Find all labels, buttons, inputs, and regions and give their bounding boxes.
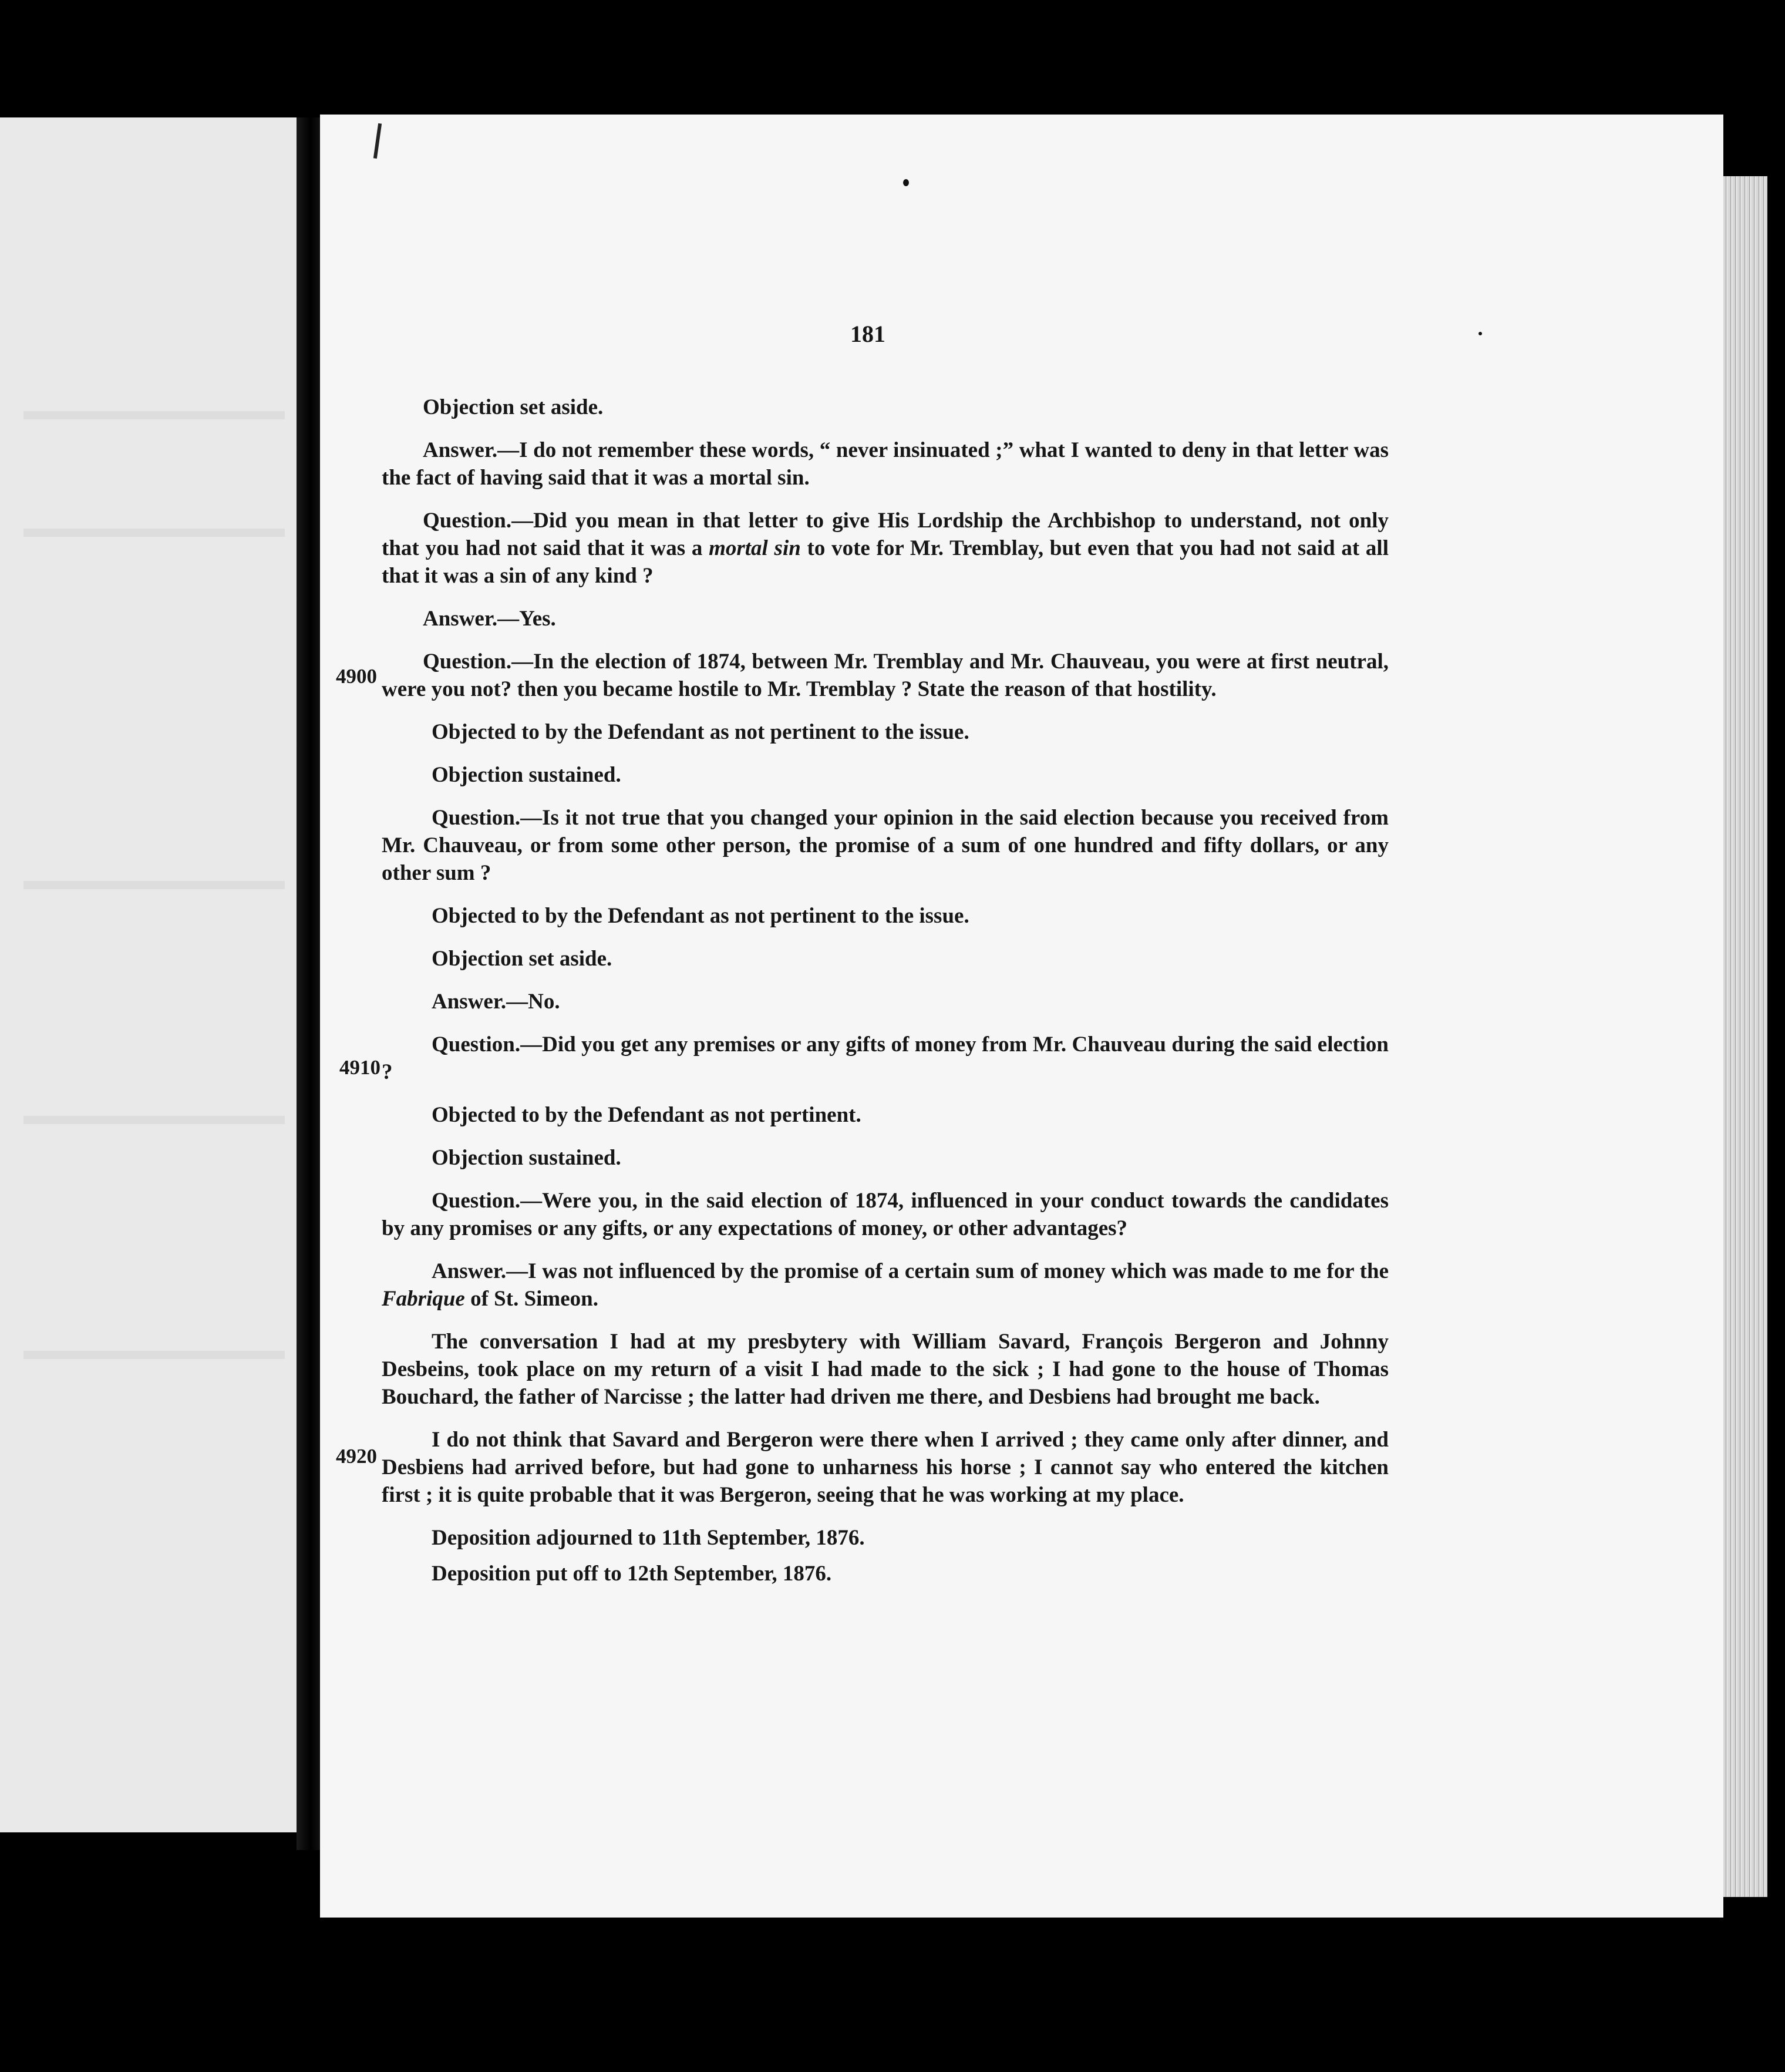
paragraph: Deposition put off to 12th September, 1876.: [432, 1562, 832, 1586]
bleed-through-line: [23, 1116, 285, 1124]
paragraph: Question.—Is it not true that you changed your opinion in the said election because you received from Mr. Chauveau, or from some other person, the promise of a sum of one hundred and fifty dollars, or any other sum ?: [382, 806, 1389, 885]
paragraph-text: Answer.—I was not influenced by the promise of a certain sum of money which was made to me for the: [432, 1259, 1389, 1283]
paragraph: Objection set aside.: [423, 395, 604, 419]
paragraph: Objection sustained.: [432, 1146, 621, 1170]
paragraph: Answer.—No.: [432, 990, 560, 1014]
book-gutter: [297, 117, 320, 1850]
paragraph: [382, 1257, 1389, 1313]
paragraph: Objection set aside.: [432, 947, 612, 971]
paragraph: The conversation I had at my presbytery with William Savard, François Bergeron and Johnny Desbeins, took place on my return of a visit I had made to the sick ; I had gone to the house of Thomas Bouchard, the father of Narcisse ; the latter had driven me there, and Desbiens had brought me back.: [382, 1330, 1389, 1409]
page-number: 181: [850, 321, 885, 347]
facing-page: [0, 117, 297, 1832]
paragraph: Deposition adjourned to 11th September, 1876.: [432, 1526, 865, 1550]
paragraph: Question.—In the election of 1874, between Mr. Tremblay and Mr. Chauveau, you were at first neutral, were you not? then you became hostile to Mr. Tremblay ? State the reason of that hostility.: [382, 650, 1389, 701]
deposition-text: [382, 393, 1389, 1603]
ink-speck: [903, 179, 909, 186]
paragraph-text: Question.—Did you mean in that letter to give His Lordship the Archbishop to understand, not only that you had not said that it was a: [382, 509, 1389, 560]
paragraph: Objected to by the Defendant as not pertinent to the issue.: [432, 720, 969, 744]
ink-speck: [1478, 332, 1482, 335]
paragraph-text: to vote for Mr. Tremblay, but even that you had not said at all that it was a sin of any kind ?: [382, 536, 1389, 588]
paragraph: Objection sustained.: [432, 763, 621, 787]
emphasis-text: mortal sin: [709, 536, 801, 560]
paragraph: Objected to by the Defendant as not pertinent to the issue.: [432, 904, 969, 928]
paragraph: I do not think that Savard and Bergeron were there when I arrived ; they came only after dinner, and Desbiens had arrived before, but had gone to unharness his horse ; I cannot say who entered the kitchen first ; it is quite probable that it was Bergeron, seeing that he was working at my place.: [382, 1428, 1389, 1507]
paragraph: Answer.—I do not remember these words, “ never insinuated ;” what I wanted to deny in that letter was the fact of having said that it was a mortal sin.: [382, 438, 1389, 490]
paragraph: Question.—Were you, in the said election of 1874, influenced in your conduct towards the candidates by any promises or any gifts, or any expectations of money, or other advantages?: [382, 1189, 1389, 1240]
page-edges: [1723, 176, 1767, 1897]
paragraph-text: of St. Simeon.: [464, 1287, 599, 1311]
paragraph: Objected to by the Defendant as not pertinent.: [432, 1103, 861, 1127]
bleed-through-line: [23, 529, 285, 537]
emphasis-text: Fabrique: [382, 1287, 465, 1311]
paragraph: Answer.—Yes.: [423, 607, 556, 631]
line-number-4900: 4900: [336, 665, 377, 688]
line-number-4920: 4920: [336, 1445, 377, 1468]
paragraph: [382, 507, 1389, 590]
paragraph: Question.—Did you get any premises or any gifts of money from Mr. Chauveau during the said election ?: [382, 1032, 1389, 1084]
bleed-through-line: [23, 881, 285, 889]
bleed-through-line: [23, 411, 285, 419]
bleed-through-line: [23, 1351, 285, 1359]
line-number-4910: 4910: [339, 1056, 380, 1079]
